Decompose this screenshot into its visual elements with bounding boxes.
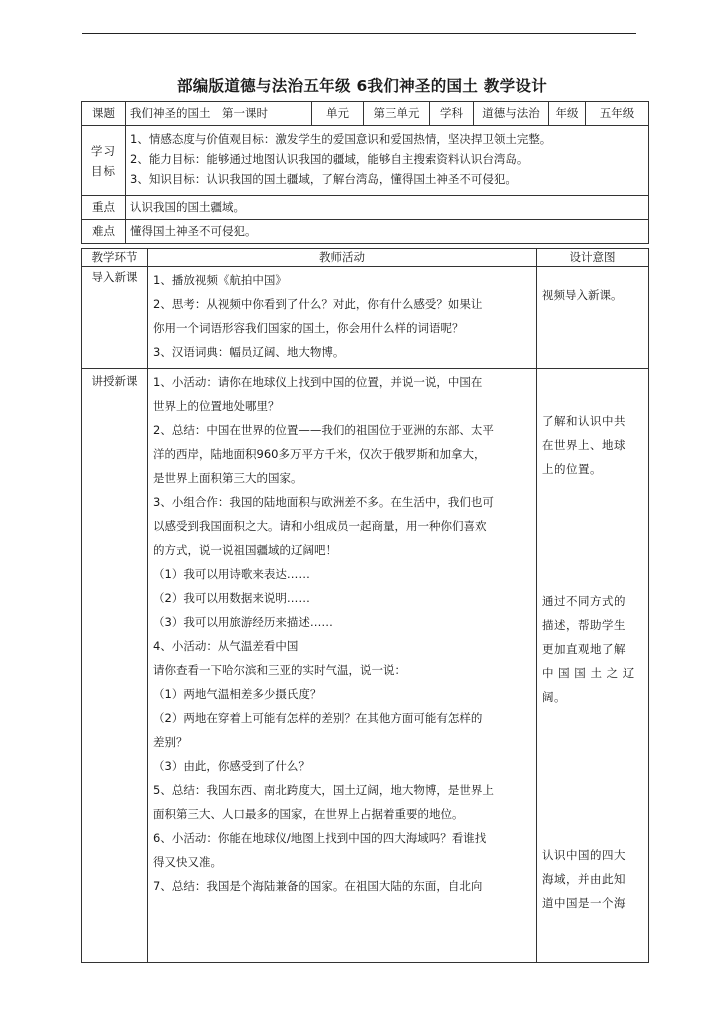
key-point-label: 重点 — [82, 196, 126, 220]
activity-line: 1、小活动：请你在地球仪上找到中国的位置，并说一说，中国在 — [153, 375, 483, 389]
course-value: 我们神圣的国土 第一课时 — [126, 102, 312, 126]
goal-item: 3、知识目标：认识我国的国土疆域，了解台湾岛，懂得国土神圣不可侵犯。 — [130, 172, 517, 186]
activity-line: （3）由此，你感受到了什么？ — [153, 759, 310, 773]
activity-line: 洋的西岸，陆地面积960多万平方千米，仅次于俄罗斯和加拿大， — [153, 447, 486, 461]
intro-stage: 导入新课 — [82, 267, 148, 369]
grade-label: 年级 — [549, 102, 586, 126]
lecture-stage: 讲授新课 — [82, 369, 148, 963]
intro-intent: 视频导入新课。 — [537, 267, 649, 369]
activity-line: 2、总结：中国在世界的位置——我们的祖国位于亚洲的东部、太平 — [153, 423, 494, 437]
activity-line: 4、小活动：从气温差看中国 — [153, 639, 299, 653]
lesson-info-table — [81, 101, 649, 244]
lecture-intent — [537, 369, 649, 963]
intent-line: 上的位置。 — [542, 462, 602, 476]
activity-line: 1、播放视频《航拍中国》 — [153, 273, 287, 287]
activity-line: 差别？ — [153, 735, 188, 749]
intent-line: 海域，并由此知 — [542, 872, 626, 886]
document-title: 部编版道德与法治五年级 6我们神圣的国土 教学设计 — [176, 77, 548, 95]
activity-line: （3）我可以用旅游经历来描述…… — [153, 615, 333, 629]
activity-line: 3、小组合作：我国的陆地面积与欧洲差不多。在生活中，我们也可 — [153, 495, 494, 509]
goal-item: 1、情感态度与价值观目标：激发学生的爱国意识和爱国热情，坚决捍卫领土完整。 — [130, 132, 552, 146]
unit-value: 第三单元 — [364, 102, 430, 126]
subject-label: 学科 — [430, 102, 474, 126]
goal-item: 2、能力目标：能够通过地图认识我国的疆域，能够自主搜索资料认识台湾岛。 — [130, 152, 529, 166]
key-point-value: 认识我国的国土疆域。 — [126, 196, 649, 220]
intent-line: 中 国 国 土 之 辽 — [542, 666, 635, 680]
unit-label: 单元 — [312, 102, 364, 126]
activity-line: 的方式，说一说祖国疆域的辽阔吧！ — [153, 543, 337, 557]
activity-line: 请你查看一下哈尔滨和三亚的实时气温，说一说： — [153, 663, 406, 677]
activity-line: 5、总结：我国东西、南北跨度大，国土辽阔，地大物博，是世界上 — [153, 783, 494, 797]
design-intent-column-header: 设计意图 — [537, 249, 649, 267]
activity-line: 是世界上面积第三大的国家。 — [153, 471, 303, 485]
activity-line: 得又快又准。 — [153, 855, 222, 869]
lecture-activities — [148, 369, 537, 963]
activity-line: （2）两地在穿着上可能有怎样的差别？在其他方面可能有怎样的 — [153, 711, 483, 725]
course-label: 课题 — [82, 102, 126, 126]
intent-line: 认识中国的四大 — [542, 848, 626, 862]
activity-line: （1）两地气温相差多少摄氏度？ — [153, 687, 322, 701]
intent-line: 了解和认识中共 — [542, 414, 626, 428]
header-rule — [82, 33, 636, 34]
activity-line: （1）我可以用诗歌来表达…… — [153, 567, 310, 581]
activity-line: 世界上的位置地处哪里？ — [153, 399, 280, 413]
activity-line: 2、思考：从视频中你看到了什么？对此，你有什么感受？如果让 — [153, 297, 483, 311]
activity-line: 6、小活动：你能在地球仪/地图上找到中国的四大海域吗？看谁找 — [153, 831, 487, 845]
goals-label — [82, 126, 126, 196]
intro-activities — [148, 267, 537, 369]
activity-line: （2）我可以用数据来说明…… — [153, 591, 310, 605]
subject-value: 道德与法治 — [474, 102, 549, 126]
teacher-activity-column-header: 教师活动 — [148, 249, 537, 267]
difficulty-value: 懂得国土神圣不可侵犯。 — [126, 220, 649, 244]
intent-line: 描述，帮助学生 — [542, 618, 626, 632]
intent-line: 更加直观地了解 — [542, 642, 626, 656]
intent-line: 在世界上、地球 — [542, 438, 626, 452]
grade-value: 五年级 — [586, 102, 649, 126]
stage-column-header: 教学环节 — [82, 249, 148, 267]
intent-line: 道中国是一个海 — [542, 896, 626, 910]
activity-line: 3、汉语词典：幅员辽阔、地大物博。 — [153, 345, 345, 359]
goals-label-line: 目标 — [91, 163, 116, 178]
activity-line: 你用一个词语形容我们国家的国土，你会用什么样的词语呢？ — [153, 321, 464, 335]
activity-line: 面积第三大、人口最多的国家，在世界上占据着重要的地位。 — [153, 807, 464, 821]
goals-cell — [126, 126, 649, 196]
goals-label-line: 学习 — [91, 143, 116, 158]
activity-line: 7、总结：我国是个海陆兼备的国家。在祖国大陆的东面，自北向 — [153, 879, 483, 893]
difficulty-label: 难点 — [82, 220, 126, 244]
teaching-process-table — [81, 248, 649, 963]
intent-line: 阔。 — [542, 690, 566, 704]
activity-line: 以感受到我国面积之大。请和小组成员一起商量，用一种你们喜欢 — [153, 519, 487, 533]
intent-line: 通过不同方式的 — [542, 594, 626, 608]
